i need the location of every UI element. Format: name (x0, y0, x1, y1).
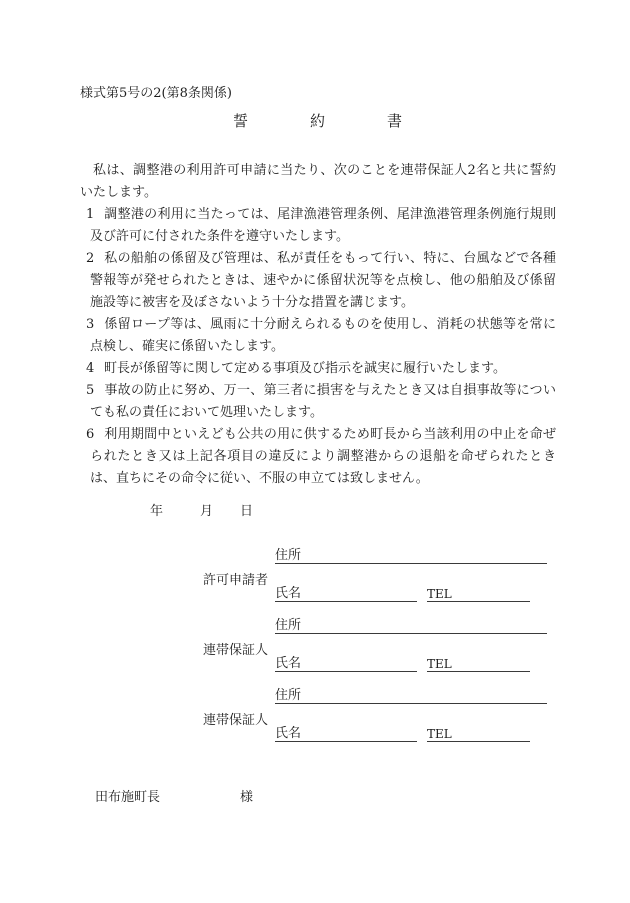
address-label: 住所 (275, 548, 302, 563)
item-number: 1 (86, 207, 95, 222)
item-text: 事故の防止に努め、万一、第三者に損害を与えたとき又は自損事故等についても私の責任において処理いたします。 (90, 383, 556, 420)
name-field (275, 583, 417, 602)
tel-label: TEL (427, 727, 452, 741)
item-number: 6 (86, 427, 95, 442)
name-field (275, 723, 417, 742)
item-number: 2 (86, 251, 95, 266)
addressee-line (95, 786, 253, 805)
item-number: 3 (86, 317, 95, 332)
party-label: 連帯保証人 (203, 643, 269, 658)
pledge-item (80, 380, 556, 424)
tel-field (427, 723, 530, 742)
name-label: 氏名 (275, 656, 302, 671)
address-label: 住所 (275, 688, 302, 703)
signature-block-guarantor-2 (200, 685, 550, 755)
party-label: 連帯保証人 (203, 713, 269, 728)
addressee-honorific: 様 (240, 790, 254, 805)
tel-field (427, 583, 530, 602)
item-text: 係留ロープ等は、風雨に十分耐えられるものを使用し、消耗の状態等を常に点検し、確実に係留いたします。 (90, 317, 556, 354)
name-label: 氏名 (275, 586, 302, 601)
date-line (150, 500, 253, 519)
day-label: 日 (240, 504, 254, 519)
pledge-items (80, 204, 556, 490)
item-number: 4 (86, 361, 95, 376)
address-field (275, 545, 547, 564)
signature-block-guarantor-1 (200, 615, 550, 685)
address-label: 住所 (275, 618, 302, 633)
item-text: 調整港の利用に当たっては、尾津漁港管理条例、尾津漁港管理条例施行規則及び許可に付された条件を遵守いたします。 (90, 207, 556, 244)
name-label: 氏名 (275, 726, 302, 741)
item-text: 私の船舶の係留及び管理は、私が責任をもって行い、特に、台風などで各種警報等が発せられたときは、速やかに係留状況等を点検し、他の船舶及び係留施設等に被害を及ぼさないよう十分な措置を講じます。 (90, 251, 556, 310)
item-number: 5 (86, 383, 95, 398)
year-label: 年 (150, 504, 164, 519)
signature-block-applicant (200, 545, 550, 615)
pledge-item (80, 204, 556, 248)
party-label: 許可申請者 (203, 573, 269, 588)
pledge-item (80, 314, 556, 358)
tel-field (427, 653, 530, 672)
pledge-item (80, 248, 556, 314)
item-text: 利用期間中といえども公共の用に供するため町長から当該利用の中止を命ぜられたとき又は上記各項目の違反により調整港からの退船を命ぜられたときは、直ちにその命令に従い、不服の申立ては致しません。 (90, 427, 556, 486)
addressee-name: 田布施町長 (95, 790, 161, 805)
month-label: 月 (200, 504, 214, 519)
intro-paragraph: 私は、調整港の利用許可申請に当たり、次のことを連帯保証人2名と共に誓約いたします。 (80, 163, 556, 200)
document-title: 誓約書 (233, 112, 465, 130)
tel-label: TEL (427, 657, 452, 671)
tel-label: TEL (427, 587, 452, 601)
address-field (275, 615, 547, 634)
form-code: 様式第5号の2(第8条関係) (80, 86, 232, 101)
address-field (275, 685, 547, 704)
name-field (275, 653, 417, 672)
pledge-item (80, 424, 556, 490)
item-text: 町長が係留等に関して定める事項及び指示を誠実に履行いたします。 (104, 361, 506, 376)
pledge-item (80, 358, 556, 380)
